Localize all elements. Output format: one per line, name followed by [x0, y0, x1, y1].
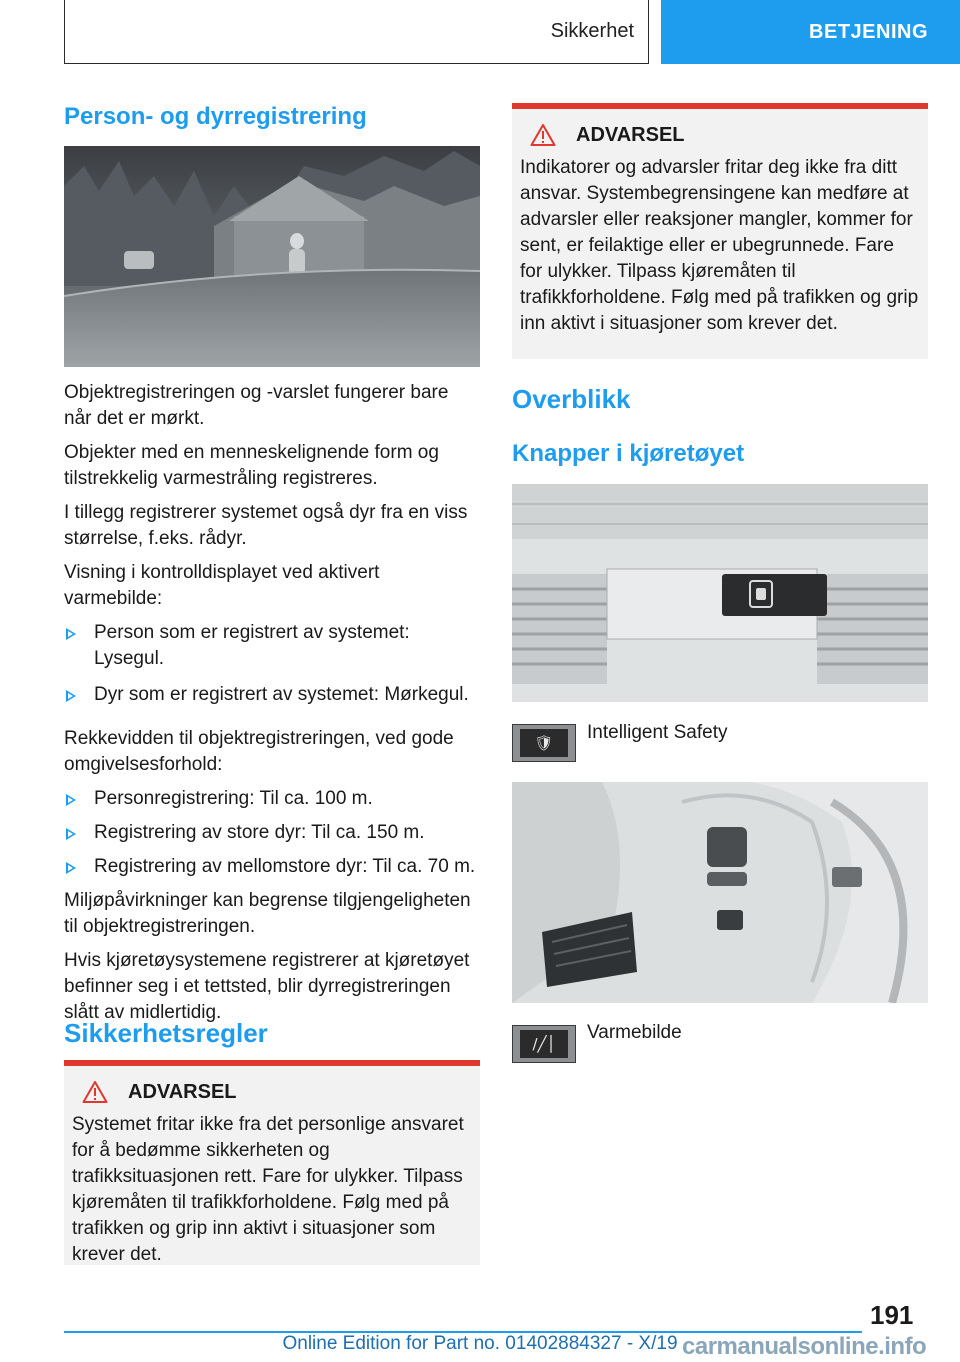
- header-section-label: Sikkerhet: [550, 20, 634, 42]
- warning-header: [82, 1080, 472, 1104]
- warning-title: ADVARSEL: [576, 123, 685, 146]
- intro-text-block: [64, 380, 480, 1026]
- footer-edition: Online Edition for Part no. 01402884327 - X/19: [282, 1333, 678, 1354]
- paragraph-urban: Hvis kjøretøysystemene registrerer at kjøretøyet befinner seg i et tettsted, blir dyrregistreringen slått av midlertidig.: [64, 950, 470, 1023]
- warning-triangle-icon: [530, 123, 556, 147]
- bullet-arrow-icon: [66, 690, 76, 702]
- header-section-tab: [64, 0, 649, 64]
- night-vision-label: Varmebilde: [587, 1022, 682, 1043]
- night-vision-image: [64, 146, 480, 367]
- header-chapter-tab: [661, 0, 960, 64]
- display-color-list: [64, 620, 480, 708]
- warning-text: Indikatorer og advarsler fritar deg ikke fra ditt ansvar. Systembegrensingene kan medføre at advarsler eller reaksjoner mangler, kommer for sent, er feilaktige eller er ubegrunnede. Fare for ulykker. Tilpass kjøremåten til trafikkforholdene. Følg med på trafikken og grip inn aktivt i situasjoner som krever det.: [520, 157, 919, 334]
- subheading-buttons: Knapper i kjøretøyet: [512, 440, 745, 467]
- warning-box-right: [512, 103, 928, 359]
- list-item: Person som er registrert av systemet: Lysegul.: [64, 620, 480, 672]
- paragraph-animals: I tillegg registrerer systemet også dyr fra en viss størrelse, f.eks. rådyr.: [64, 502, 468, 549]
- paragraph-display: Visning i kontrolldisplayet ved aktivert varmebilde:: [64, 562, 380, 609]
- header-chapter-label: BETJENING: [809, 20, 928, 43]
- warning-box-left: [64, 1060, 480, 1265]
- bullet-arrow-icon: [66, 628, 76, 640]
- bullet-arrow-icon: [66, 862, 76, 874]
- bullet-arrow-icon: [66, 828, 76, 840]
- section-heading-overview: Overblikk: [512, 384, 631, 414]
- warning-text: Systemet fritar ikke fra det personlige ansvaret for å bedømme sikkerheten og trafikksituasjonen rett. Fare for ulykker. Tilpass kjøremåten til trafikkforholdene. Følg med på trafikken og grip inn aktivt i situasjoner som krever det.: [72, 1114, 464, 1265]
- night-vision-button-icon: ∕╱│: [512, 1025, 576, 1063]
- warning-header: [530, 123, 920, 147]
- footer-watermark: carmanualsonline.info: [682, 1333, 927, 1360]
- list-item: Dyr som er registrert av systemet: Mørkegul.: [64, 682, 480, 708]
- paragraph-environment: Miljøpåvirkninger kan begrense tilgjengeligheten til objektregistreringen.: [64, 890, 471, 937]
- bullet-arrow-icon: [66, 794, 76, 806]
- intelligent-safety-button-icon: 🛡: [512, 724, 576, 762]
- paragraph-shape: Objekter med en menneskelignende form og tilstrekkelig varmestråling registreres.: [64, 442, 439, 489]
- section-heading-safety: Sikkerhetsregler: [64, 1018, 268, 1048]
- steering-column-image: [512, 782, 928, 1003]
- section-heading-person-animal: Person- og dyrregistrering: [64, 103, 367, 130]
- range-list: [64, 786, 480, 880]
- paragraph-range: Rekkevidden til objektregistreringen, ved gode omgivelsesforhold:: [64, 728, 454, 775]
- warning-title: ADVARSEL: [128, 1080, 237, 1103]
- paragraph-darkness: Objektregistreringen og -varslet fungerer bare når det er mørkt.: [64, 382, 449, 429]
- warning-triangle-icon: [82, 1080, 108, 1104]
- list-item: Personregistrering: Til ca. 100 m.: [64, 786, 480, 812]
- list-item: Registrering av mellomstore dyr: Til ca. 70 m.: [64, 854, 480, 880]
- list-item: Registrering av store dyr: Til ca. 150 m.: [64, 820, 480, 846]
- page-number: 191: [870, 1300, 914, 1330]
- intelligent-safety-label: Intelligent Safety: [587, 722, 728, 743]
- dashboard-buttons-image: [512, 484, 928, 702]
